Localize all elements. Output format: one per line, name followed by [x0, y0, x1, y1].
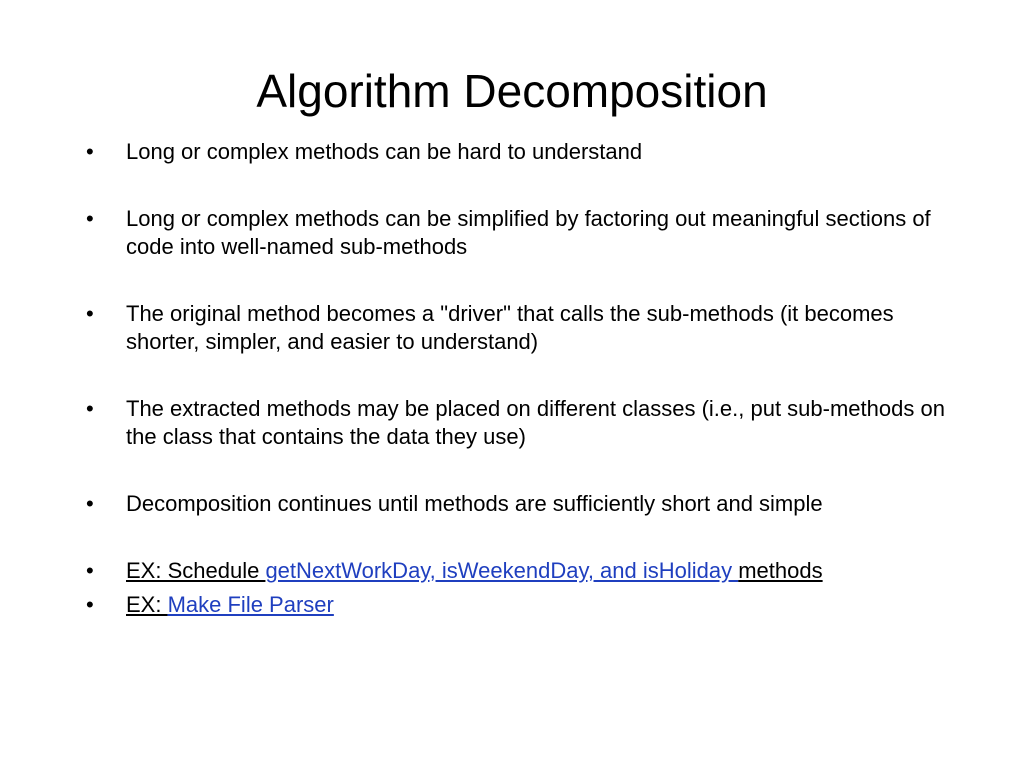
bullet-item: [82, 205, 962, 261]
schedule-methods-link[interactable]: getNextWorkDay, isWeekendDay, and isHoliday: [265, 558, 739, 583]
make-file-parser-link[interactable]: Make File Parser: [167, 592, 334, 617]
bullet-item: [82, 300, 962, 356]
bullet-icon: •: [86, 592, 94, 617]
bullet-icon: •: [86, 491, 94, 516]
bullet-text: The extracted methods may be placed on different classes (i.e., put sub-methods on the class that contains the data they use): [126, 396, 945, 449]
bullet-item: [82, 138, 962, 166]
bullet-text: The original method becomes a "driver" that calls the sub-methods (it becomes shorter, simpler, and easier to understand): [126, 301, 894, 354]
bullet-item: [82, 490, 962, 518]
example-item-schedule: [82, 557, 962, 585]
bullet-icon: •: [86, 139, 94, 164]
bullet-text: Decomposition continues until methods are sufficiently short and simple: [126, 491, 823, 516]
bullet-text: Long or complex methods can be simplified by factoring out meaningful sections of code into well-named sub-methods: [126, 206, 931, 259]
example-item-file-parser: [82, 591, 962, 619]
slide-title: Algorithm Decomposition: [256, 65, 768, 117]
example-prefix: EX: Schedule: [126, 558, 266, 583]
bullet-item: [82, 395, 962, 451]
bullet-list: [82, 138, 962, 625]
bullet-icon: •: [86, 301, 94, 326]
bullet-icon: •: [86, 558, 94, 583]
example-suffix: methods: [738, 558, 823, 583]
bullet-icon: •: [86, 396, 94, 421]
bullet-icon: •: [86, 206, 94, 231]
bullet-text: Long or complex methods can be hard to understand: [126, 139, 643, 164]
example-prefix: EX:: [126, 592, 168, 617]
